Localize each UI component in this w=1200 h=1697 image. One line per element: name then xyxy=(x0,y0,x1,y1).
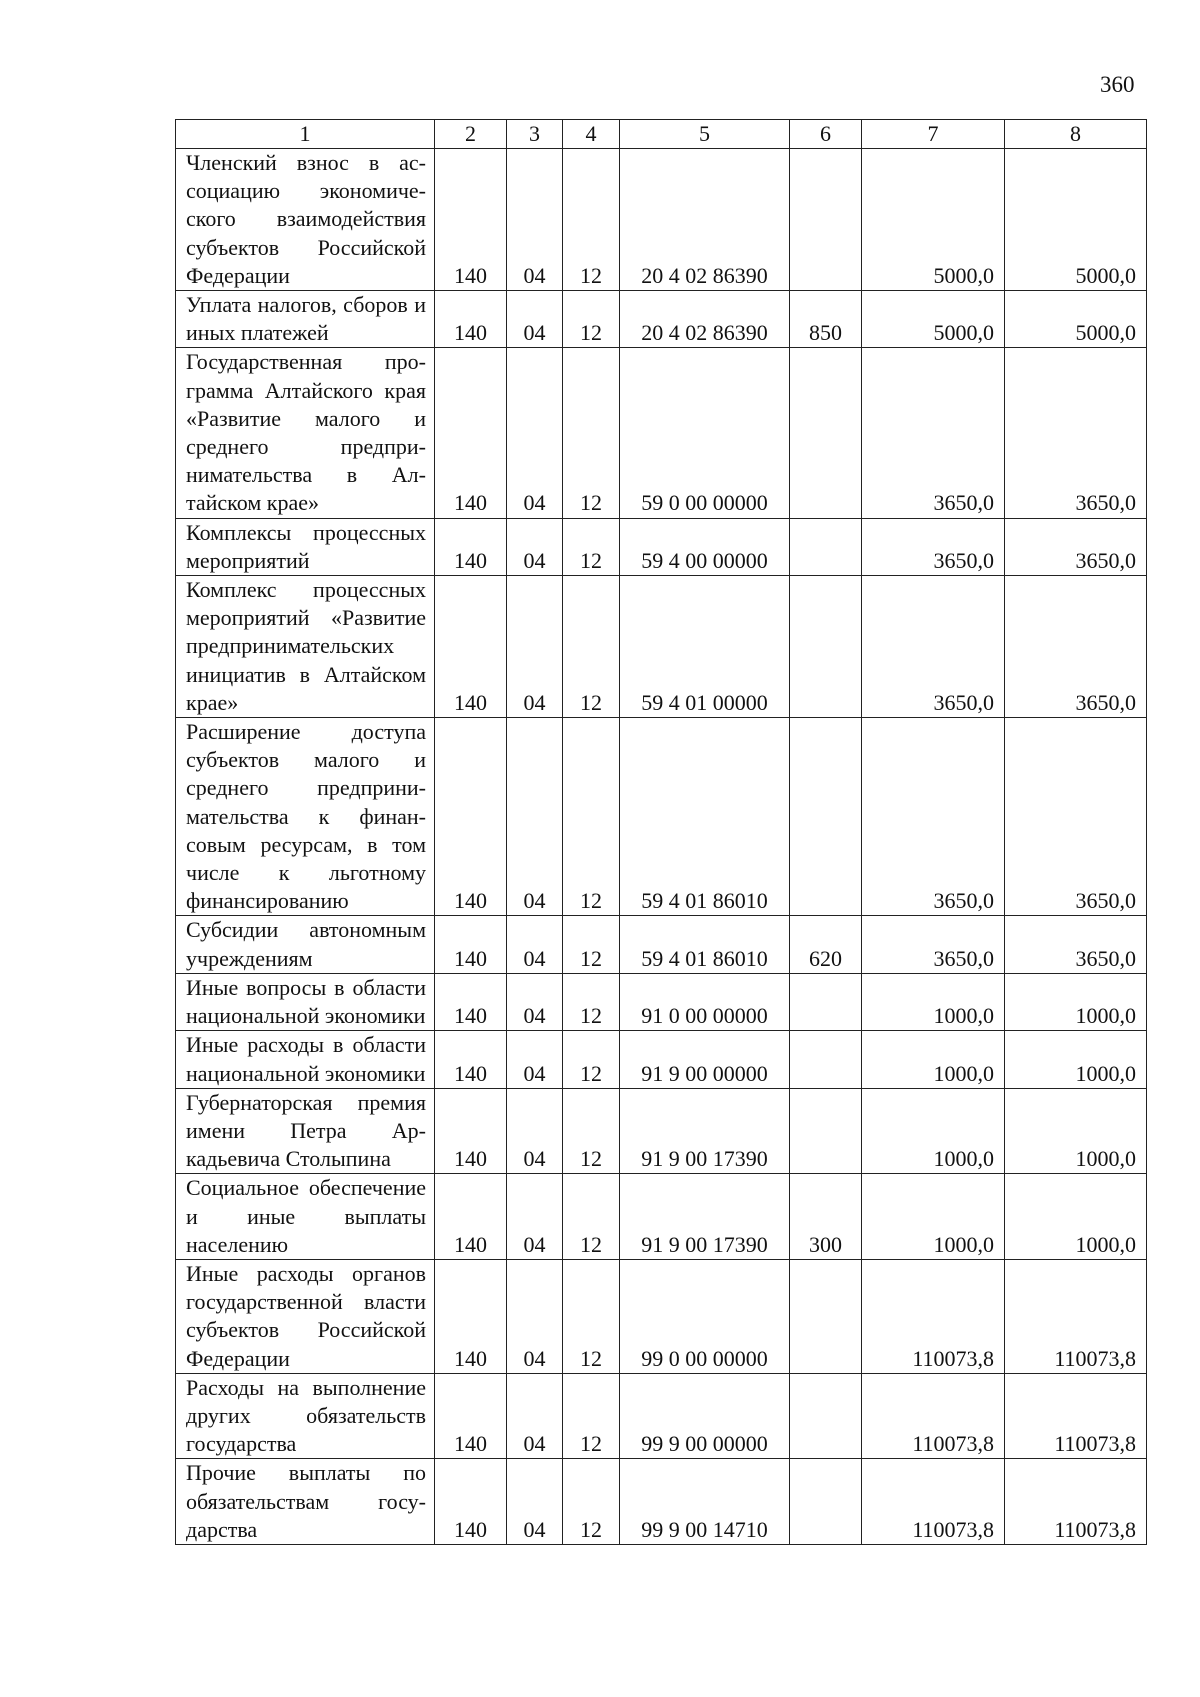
header-cell: 3 xyxy=(507,120,563,149)
ministry-code-cell: 140 xyxy=(435,1459,507,1545)
expense-type-cell xyxy=(790,149,862,291)
amount-year1-cell: 3650,0 xyxy=(862,518,1005,575)
amount-year1-cell: 1000,0 xyxy=(862,973,1005,1030)
budget-table xyxy=(175,119,1147,1545)
table-row xyxy=(176,291,1147,348)
amount-year2-cell: 110073,8 xyxy=(1005,1373,1147,1459)
expense-type-cell xyxy=(790,576,862,718)
amount-year1-cell: 110073,8 xyxy=(862,1373,1005,1459)
expense-name-cell: Комплексы процессных мероприятий xyxy=(176,518,435,575)
header-cell: 5 xyxy=(620,120,790,149)
subsection-code-cell: 12 xyxy=(563,291,620,348)
ministry-code-cell: 140 xyxy=(435,916,507,973)
amount-year2-cell: 110073,8 xyxy=(1005,1259,1147,1373)
subsection-code-cell: 12 xyxy=(563,1088,620,1174)
ministry-code-cell: 140 xyxy=(435,149,507,291)
section-code-cell: 04 xyxy=(507,973,563,1030)
expense-name-cell: Членский взнос в ассоциацию экономического взаимодействия субъектов Российской Федерации xyxy=(176,149,435,291)
amount-year1-cell: 3650,0 xyxy=(862,916,1005,973)
expense-type-cell xyxy=(790,1031,862,1088)
subsection-code-cell: 12 xyxy=(563,348,620,518)
ministry-code-cell: 140 xyxy=(435,291,507,348)
ministry-code-cell: 140 xyxy=(435,1373,507,1459)
table-row xyxy=(176,1174,1147,1260)
header-cell: 4 xyxy=(563,120,620,149)
subsection-code-cell: 12 xyxy=(563,1259,620,1373)
subsection-code-cell: 12 xyxy=(563,576,620,718)
expense-type-cell: 850 xyxy=(790,291,862,348)
expense-name-cell: Социальное обеспечение и иные выплаты населению xyxy=(176,1174,435,1260)
ministry-code-cell: 140 xyxy=(435,576,507,718)
expense-type-cell xyxy=(790,1373,862,1459)
table-row xyxy=(176,916,1147,973)
amount-year1-cell: 1000,0 xyxy=(862,1088,1005,1174)
amount-year2-cell: 5000,0 xyxy=(1005,291,1147,348)
target-article-cell: 99 9 00 00000 xyxy=(620,1373,790,1459)
expense-name-cell: Иные расходы органов государственной власти субъектов Российской Федерации xyxy=(176,1259,435,1373)
subsection-code-cell: 12 xyxy=(563,149,620,291)
expense-type-cell xyxy=(790,348,862,518)
target-article-cell: 59 4 01 00000 xyxy=(620,576,790,718)
section-code-cell: 04 xyxy=(507,1259,563,1373)
expense-name-cell: Уплата налогов, сборов и иных платежей xyxy=(176,291,435,348)
target-article-cell: 20 4 02 86390 xyxy=(620,149,790,291)
section-code-cell: 04 xyxy=(507,291,563,348)
subsection-code-cell: 12 xyxy=(563,518,620,575)
section-code-cell: 04 xyxy=(507,916,563,973)
target-article-cell: 91 9 00 00000 xyxy=(620,1031,790,1088)
target-article-cell: 59 4 01 86010 xyxy=(620,916,790,973)
header-cell: 6 xyxy=(790,120,862,149)
header-cell: 8 xyxy=(1005,120,1147,149)
expense-name-cell: Расширение доступа субъектов малого и среднего предпринимательства к финансовым ресурсам, в том числе к льготному финансированию xyxy=(176,718,435,916)
amount-year2-cell: 3650,0 xyxy=(1005,576,1147,718)
table-row xyxy=(176,1373,1147,1459)
amount-year1-cell: 1000,0 xyxy=(862,1174,1005,1260)
amount-year1-cell: 3650,0 xyxy=(862,718,1005,916)
section-code-cell: 04 xyxy=(507,348,563,518)
amount-year2-cell: 3650,0 xyxy=(1005,348,1147,518)
amount-year2-cell: 3650,0 xyxy=(1005,518,1147,575)
ministry-code-cell: 140 xyxy=(435,1088,507,1174)
amount-year1-cell: 3650,0 xyxy=(862,348,1005,518)
ministry-code-cell: 140 xyxy=(435,1174,507,1260)
amount-year1-cell: 1000,0 xyxy=(862,1031,1005,1088)
amount-year1-cell: 3650,0 xyxy=(862,576,1005,718)
target-article-cell: 59 4 00 00000 xyxy=(620,518,790,575)
expense-name-cell: Иные расходы в области национальной экономики xyxy=(176,1031,435,1088)
amount-year2-cell: 5000,0 xyxy=(1005,149,1147,291)
header-row xyxy=(176,120,1147,149)
table-row xyxy=(176,718,1147,916)
subsection-code-cell: 12 xyxy=(563,1459,620,1545)
table-row xyxy=(176,1259,1147,1373)
page-number: 360 xyxy=(1100,72,1135,97)
expense-name-cell: Расходы на выполнение других обязательств государства xyxy=(176,1373,435,1459)
table-row xyxy=(176,348,1147,518)
table-row xyxy=(176,149,1147,291)
amount-year1-cell: 110073,8 xyxy=(862,1459,1005,1545)
target-article-cell: 59 4 01 86010 xyxy=(620,718,790,916)
header-cell: 2 xyxy=(435,120,507,149)
amount-year1-cell: 5000,0 xyxy=(862,291,1005,348)
target-article-cell: 91 0 00 00000 xyxy=(620,973,790,1030)
target-article-cell: 91 9 00 17390 xyxy=(620,1174,790,1260)
table-row xyxy=(176,1088,1147,1174)
amount-year2-cell: 1000,0 xyxy=(1005,1031,1147,1088)
header-cell: 7 xyxy=(862,120,1005,149)
amount-year2-cell: 3650,0 xyxy=(1005,718,1147,916)
target-article-cell: 59 0 00 00000 xyxy=(620,348,790,518)
expense-type-cell xyxy=(790,1088,862,1174)
section-code-cell: 04 xyxy=(507,718,563,916)
ministry-code-cell: 140 xyxy=(435,518,507,575)
expense-name-cell: Иные вопросы в области национальной экономики xyxy=(176,973,435,1030)
amount-year2-cell: 3650,0 xyxy=(1005,916,1147,973)
amount-year2-cell: 1000,0 xyxy=(1005,1088,1147,1174)
expense-name-cell: Комплекс процессных мероприятий «Развитие предпринимательских инициатив в Алтайском крае» xyxy=(176,576,435,718)
section-code-cell: 04 xyxy=(507,1459,563,1545)
expense-type-cell xyxy=(790,1259,862,1373)
subsection-code-cell: 12 xyxy=(563,916,620,973)
expense-type-cell: 620 xyxy=(790,916,862,973)
expense-name-cell: Губернаторская премия имени Петра Аркадьевича Столыпина xyxy=(176,1088,435,1174)
target-article-cell: 91 9 00 17390 xyxy=(620,1088,790,1174)
header-cell: 1 xyxy=(176,120,435,149)
amount-year1-cell: 110073,8 xyxy=(862,1259,1005,1373)
section-code-cell: 04 xyxy=(507,518,563,575)
ministry-code-cell: 140 xyxy=(435,1259,507,1373)
table-row xyxy=(176,973,1147,1030)
expense-type-cell xyxy=(790,1459,862,1545)
target-article-cell: 20 4 02 86390 xyxy=(620,291,790,348)
subsection-code-cell: 12 xyxy=(563,1174,620,1260)
ministry-code-cell: 140 xyxy=(435,718,507,916)
subsection-code-cell: 12 xyxy=(563,1031,620,1088)
section-code-cell: 04 xyxy=(507,1174,563,1260)
subsection-code-cell: 12 xyxy=(563,973,620,1030)
expense-type-cell xyxy=(790,718,862,916)
subsection-code-cell: 12 xyxy=(563,718,620,916)
amount-year1-cell: 5000,0 xyxy=(862,149,1005,291)
section-code-cell: 04 xyxy=(507,1031,563,1088)
target-article-cell: 99 0 00 00000 xyxy=(620,1259,790,1373)
expense-type-cell xyxy=(790,973,862,1030)
section-code-cell: 04 xyxy=(507,576,563,718)
table-header xyxy=(176,120,1147,149)
expense-name-cell: Прочие выплаты по обязательствам государства xyxy=(176,1459,435,1545)
section-code-cell: 04 xyxy=(507,149,563,291)
expense-type-cell: 300 xyxy=(790,1174,862,1260)
amount-year2-cell: 110073,8 xyxy=(1005,1459,1147,1545)
expense-name-cell: Субсидии автономным учреждениям xyxy=(176,916,435,973)
expense-type-cell xyxy=(790,518,862,575)
ministry-code-cell: 140 xyxy=(435,348,507,518)
section-code-cell: 04 xyxy=(507,1373,563,1459)
amount-year2-cell: 1000,0 xyxy=(1005,1174,1147,1260)
ministry-code-cell: 140 xyxy=(435,973,507,1030)
target-article-cell: 99 9 00 14710 xyxy=(620,1459,790,1545)
table-row xyxy=(176,1459,1147,1545)
expense-name-cell: Государственная программа Алтайского края «Развитие малого и среднего предпринимательства в Алтайском крае» xyxy=(176,348,435,518)
table-body xyxy=(176,149,1147,1545)
table-row xyxy=(176,576,1147,718)
table-row xyxy=(176,518,1147,575)
ministry-code-cell: 140 xyxy=(435,1031,507,1088)
subsection-code-cell: 12 xyxy=(563,1373,620,1459)
table-row xyxy=(176,1031,1147,1088)
section-code-cell: 04 xyxy=(507,1088,563,1174)
amount-year2-cell: 1000,0 xyxy=(1005,973,1147,1030)
